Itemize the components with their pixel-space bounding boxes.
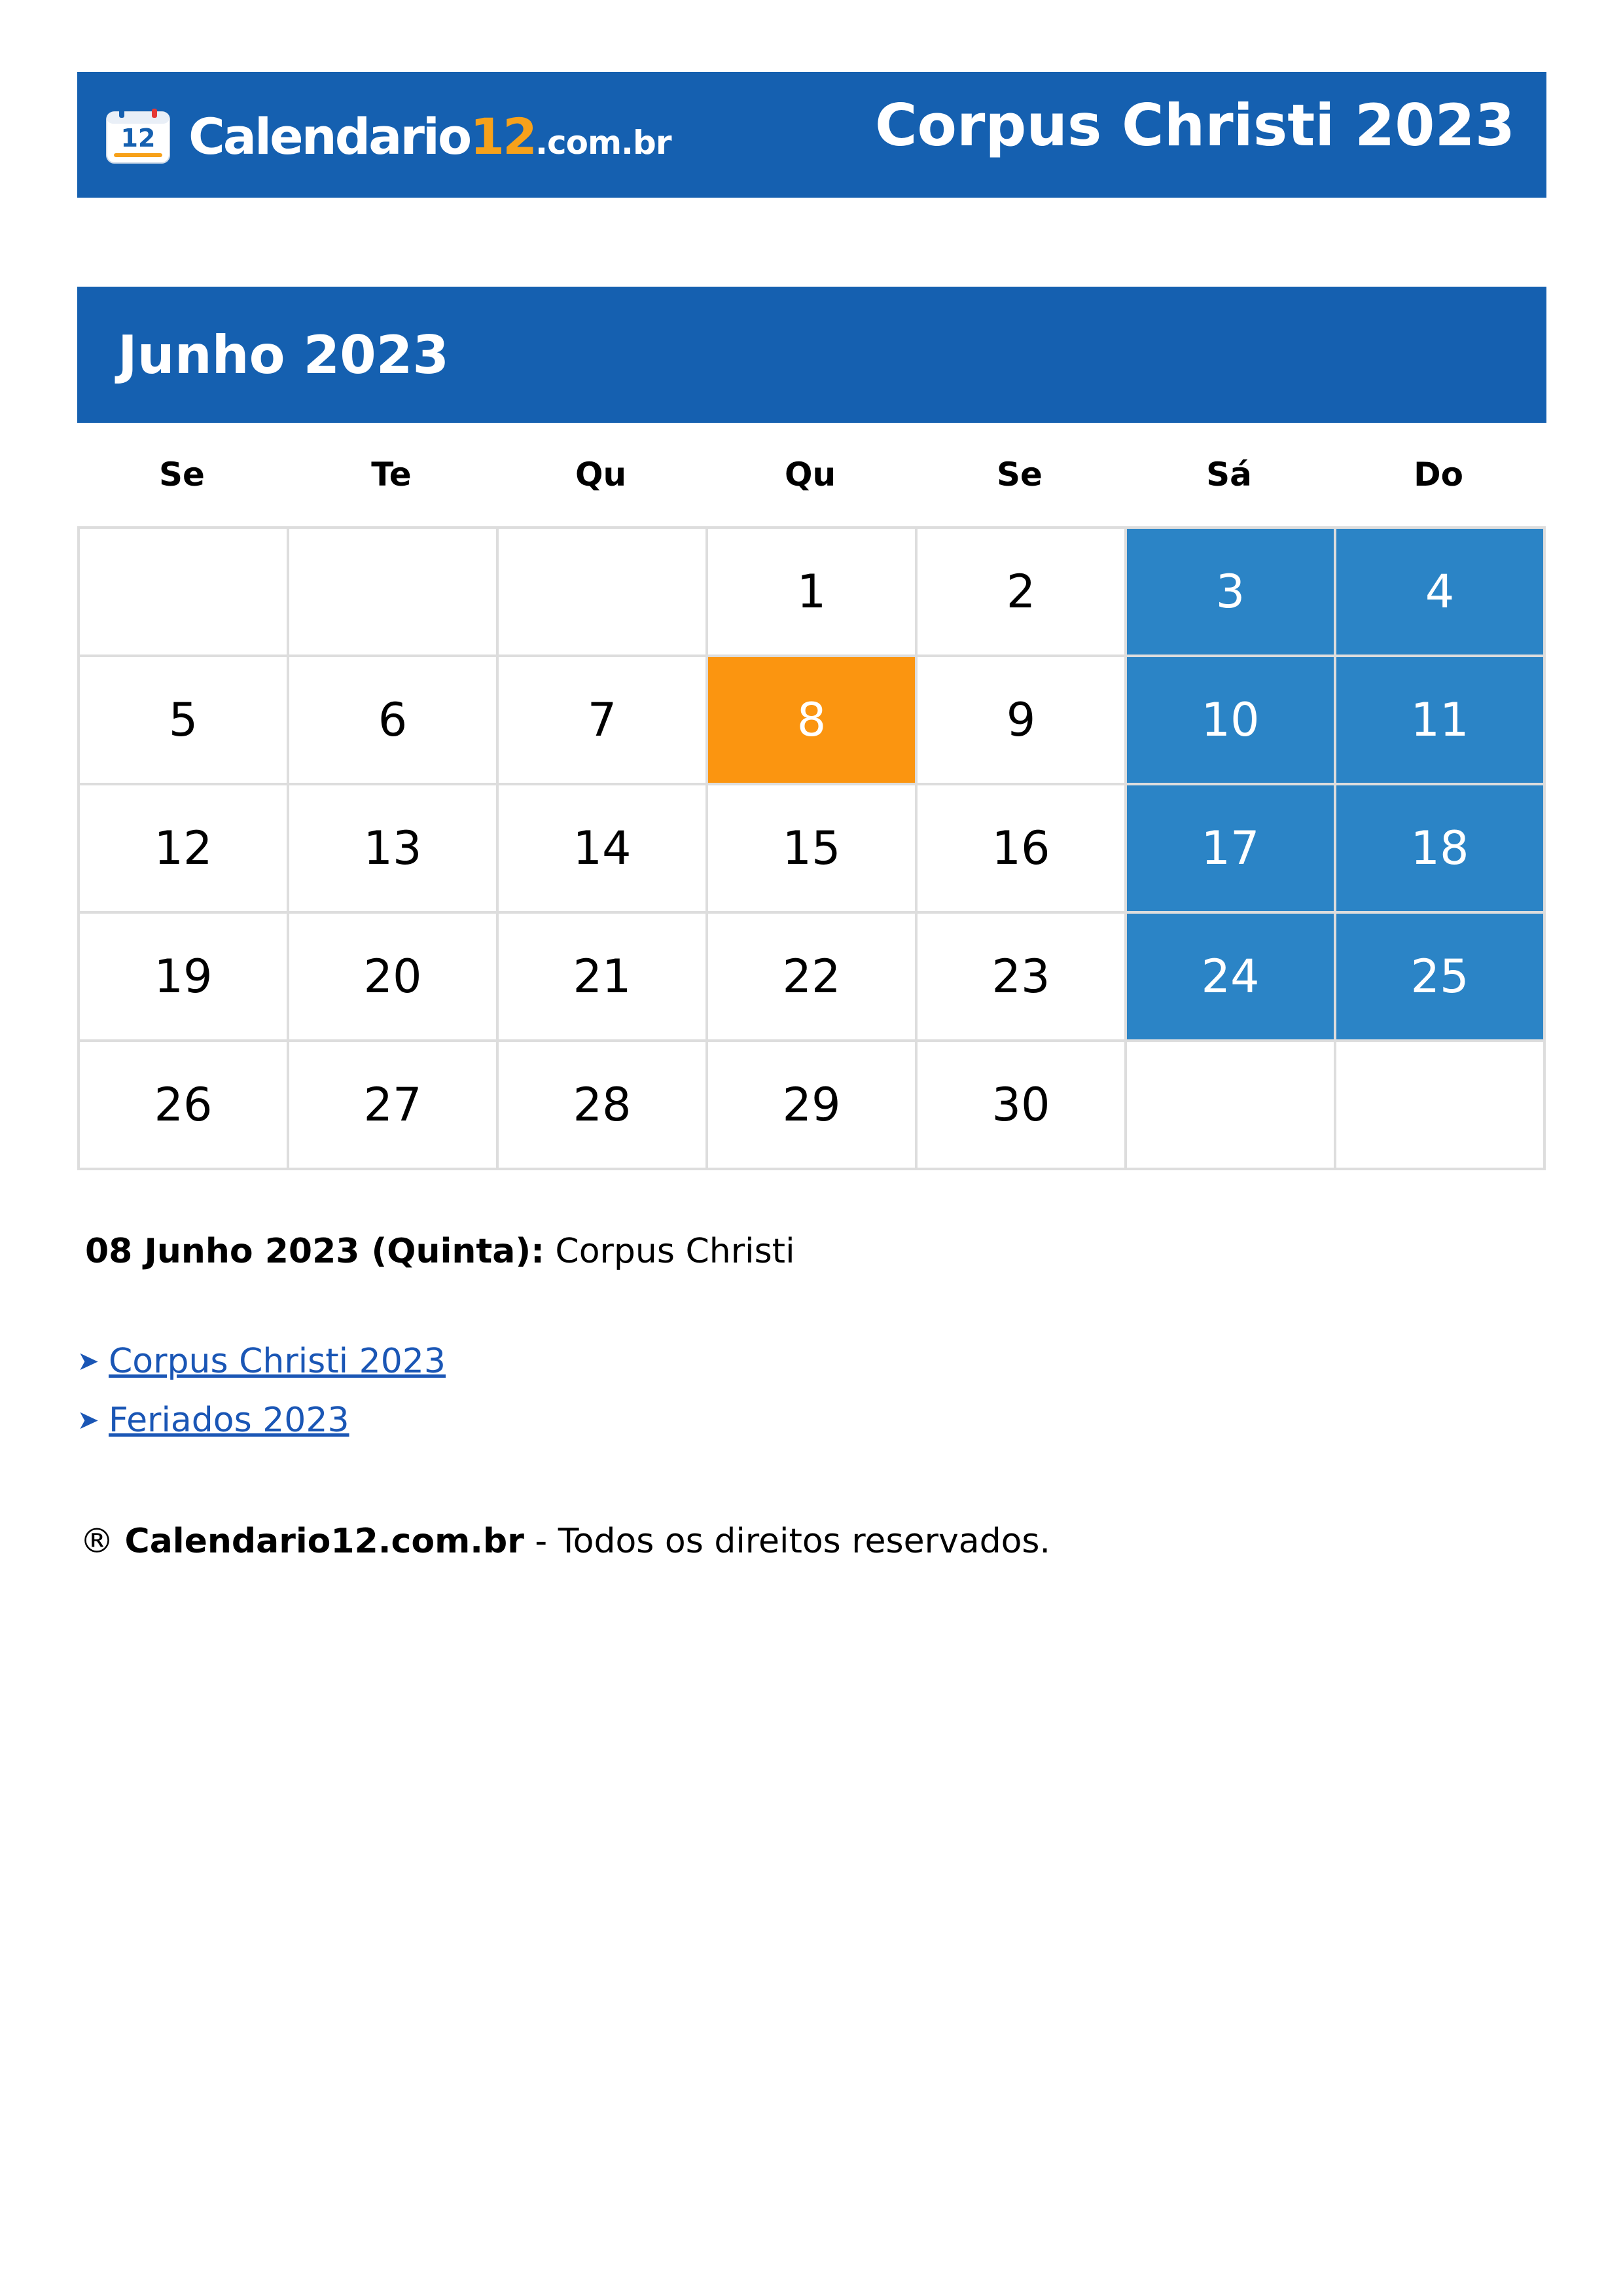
link-corpus-christi[interactable]: Corpus Christi 2023: [109, 1342, 446, 1381]
month-title: Junho 2023: [118, 325, 450, 386]
day-cell[interactable]: 19: [79, 912, 288, 1041]
calendar-week-row: [79, 784, 1544, 912]
day-cell[interactable]: 21: [497, 912, 707, 1041]
calendar-grid: [77, 526, 1546, 1170]
site-header: [77, 72, 1546, 198]
day-cell[interactable]: 28: [497, 1041, 707, 1169]
day-cell[interactable]: 6: [288, 656, 497, 784]
calendar-logo-icon: [105, 109, 171, 165]
day-cell[interactable]: 1: [707, 528, 916, 656]
related-links: [77, 1332, 446, 1450]
footer-brand: Calendario12.com.br: [124, 1522, 524, 1561]
weekend-day-cell[interactable]: 3: [1126, 528, 1335, 656]
weekend-day-cell[interactable]: 25: [1335, 912, 1544, 1041]
weekday-label: Qu: [575, 456, 627, 493]
holiday-date: 08 Junho 2023 (Quinta):: [85, 1232, 544, 1271]
holiday-note: [85, 1232, 795, 1271]
empty-day-cell: [1335, 1041, 1544, 1169]
svg-text:12: 12: [120, 124, 156, 152]
weekday-label: Te: [371, 456, 412, 493]
calendar-week-row: [79, 656, 1544, 784]
empty-day-cell: [79, 528, 288, 656]
site-logo[interactable]: [105, 107, 671, 166]
empty-day-cell: [1126, 1041, 1335, 1169]
day-cell[interactable]: 5: [79, 656, 288, 784]
day-cell[interactable]: 7: [497, 656, 707, 784]
empty-day-cell: [497, 528, 707, 656]
holiday-day-cell[interactable]: 8: [707, 656, 916, 784]
day-cell[interactable]: 13: [288, 784, 497, 912]
holiday-name: Corpus Christi: [555, 1232, 795, 1271]
day-cell[interactable]: 16: [916, 784, 1126, 912]
day-cell[interactable]: 20: [288, 912, 497, 1041]
link-feriados[interactable]: Feriados 2023: [109, 1401, 349, 1440]
calendar-week-row: [79, 1041, 1544, 1169]
logo-name: Calendario: [188, 107, 471, 166]
weekday-label: Qu: [784, 456, 836, 493]
day-cell[interactable]: 23: [916, 912, 1126, 1041]
weekend-day-cell[interactable]: 24: [1126, 912, 1335, 1041]
day-cell[interactable]: 2: [916, 528, 1126, 656]
weekday-label: Se: [159, 456, 205, 493]
logo-wordmark: [188, 107, 671, 166]
registered-symbol: ®: [80, 1522, 114, 1561]
calendar-week-row: [79, 528, 1544, 656]
day-cell[interactable]: 29: [707, 1041, 916, 1169]
footer-text: - Todos os direitos reservados.: [535, 1522, 1051, 1561]
logo-number: 12: [470, 107, 535, 166]
weekday-header-row: [77, 452, 1543, 497]
weekday-label: Sá: [1206, 456, 1252, 493]
link-item: [77, 1391, 446, 1450]
day-cell[interactable]: 30: [916, 1041, 1126, 1169]
page-title: Corpus Christi 2023: [874, 92, 1515, 159]
arrow-right-icon: ➤: [77, 1405, 99, 1435]
weekend-day-cell[interactable]: 18: [1335, 784, 1544, 912]
link-item: [77, 1332, 446, 1391]
weekday-label: Se: [997, 456, 1043, 493]
day-cell[interactable]: 14: [497, 784, 707, 912]
day-cell[interactable]: 22: [707, 912, 916, 1041]
day-cell[interactable]: 15: [707, 784, 916, 912]
footer: [80, 1522, 1050, 1561]
weekend-day-cell[interactable]: 17: [1126, 784, 1335, 912]
day-cell[interactable]: 9: [916, 656, 1126, 784]
day-cell[interactable]: 26: [79, 1041, 288, 1169]
empty-day-cell: [288, 528, 497, 656]
arrow-right-icon: ➤: [77, 1346, 99, 1376]
weekend-day-cell[interactable]: 11: [1335, 656, 1544, 784]
calendar-week-row: [79, 912, 1544, 1041]
day-cell[interactable]: 27: [288, 1041, 497, 1169]
month-header: [77, 287, 1546, 423]
weekday-label: Do: [1414, 456, 1463, 493]
weekend-day-cell[interactable]: 4: [1335, 528, 1544, 656]
logo-tld: .com.br: [535, 124, 671, 162]
day-cell[interactable]: 12: [79, 784, 288, 912]
weekend-day-cell[interactable]: 10: [1126, 656, 1335, 784]
